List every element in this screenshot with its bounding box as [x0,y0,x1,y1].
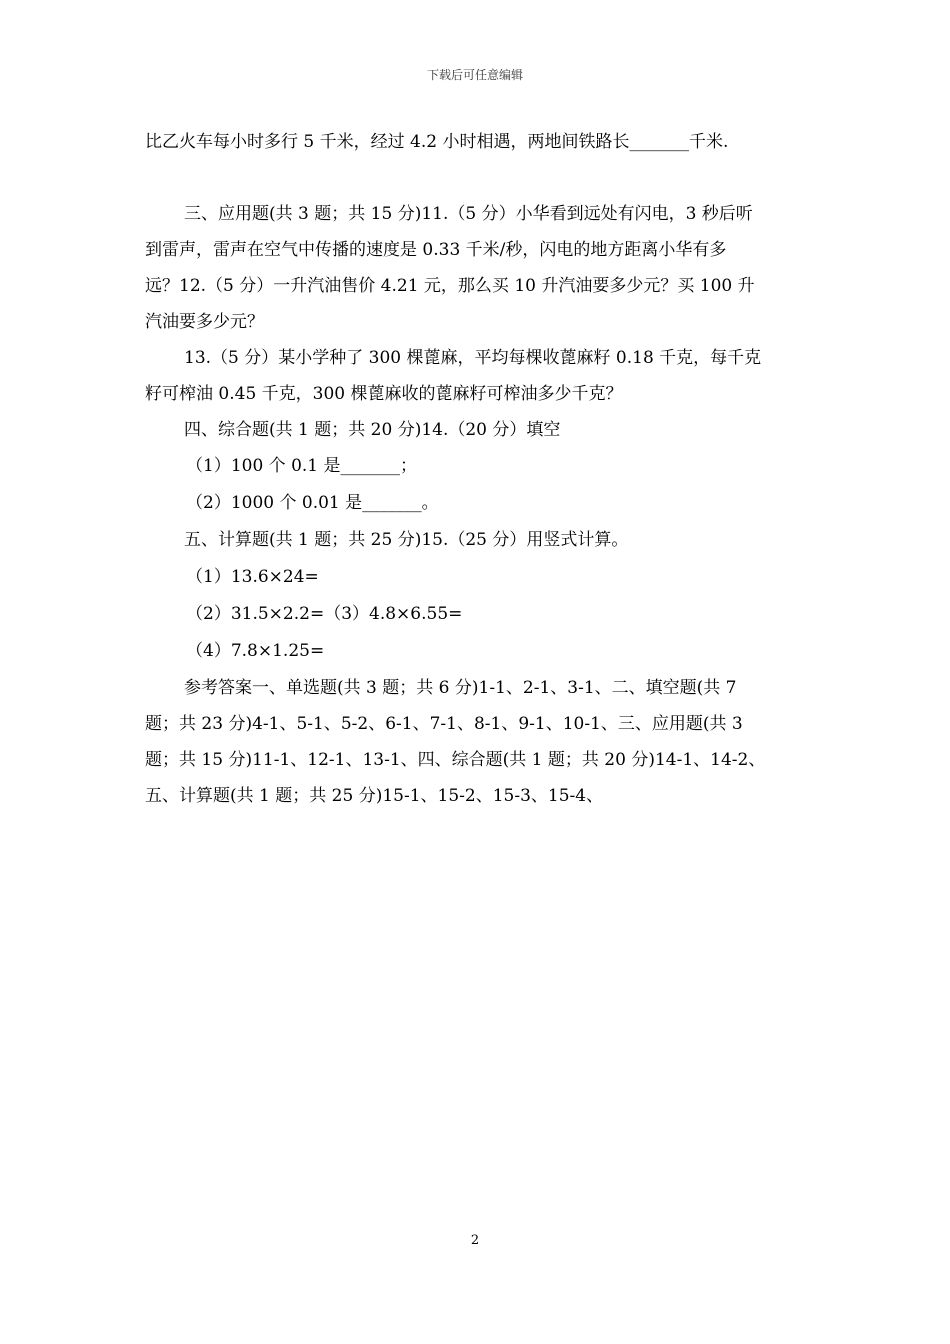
text-line: 题；共 23 分)4-1、5-1、5-2、6-1、7-1、8-1、9-1、10-1、三、应用题(共 3 [145,714,743,734]
section-heading-calculation: 五、计算题(共 1 题；共 25 分)15.（25 分）用竖式计算。 [184,530,629,550]
sub-question: （2）1000 个 0.01 是_______。 [186,493,439,513]
document-body [145,124,810,814]
text-line: 汽油要多少元？ [145,312,264,332]
text-line: 题；共 15 分)11-1、12-1、13-1、四、综合题(共 1 题；共 20 分)14-1、14-2、 [145,750,766,770]
text-line: 五、计算题(共 1 题；共 25 分)15-1、15-2、15-3、15-4、 [145,786,604,806]
page-number: 2 [470,1233,480,1248]
section-heading-comprehensive: 四、综合题(共 1 题；共 20 分)14.（20 分）填空 [184,420,561,440]
sub-question: （2）31.5×2.2=（3）4.8×6.55= [186,604,463,624]
answer-key-heading: 参考答案一、单选题(共 3 题；共 6 分)1-1、2-1、3-1、二、填空题(共 7 [184,678,737,698]
text-line: 远？12.（5 分）一升汽油售价 4.21 元，那么买 10 升汽油要多少元？买 100 升 [145,276,755,296]
sub-question: （4）7.8×1.25= [186,641,325,661]
section-heading-applied: 三、应用题(共 3 题；共 15 分)11.（5 分）小华看到远处有闪电，3 秒后听 [184,204,753,224]
paragraph-gap [145,160,810,196]
question-13: 13.（5 分）某小学种了 300 棵蓖麻，平均每棵收蓖麻籽 0.18 千克，每千克 [184,348,762,368]
text-line: 比乙火车每小时多行 5 千米，经过 4.2 小时相遇，两地间铁路长_______千米. [145,132,729,152]
sub-question: （1）100 个 0.1 是_______； [186,456,418,476]
text-line: 籽可榨油 0.45 千克，300 棵蓖麻收的蓖麻籽可榨油多少千克？ [145,384,623,404]
text-line: 到雷声，雷声在空气中传播的速度是 0.33 千米/秒，闪电的地方距离小华有多 [145,240,727,260]
sub-question: （1）13.6×24= [186,567,319,587]
page-header: 下载后可任意编辑 [426,68,523,82]
